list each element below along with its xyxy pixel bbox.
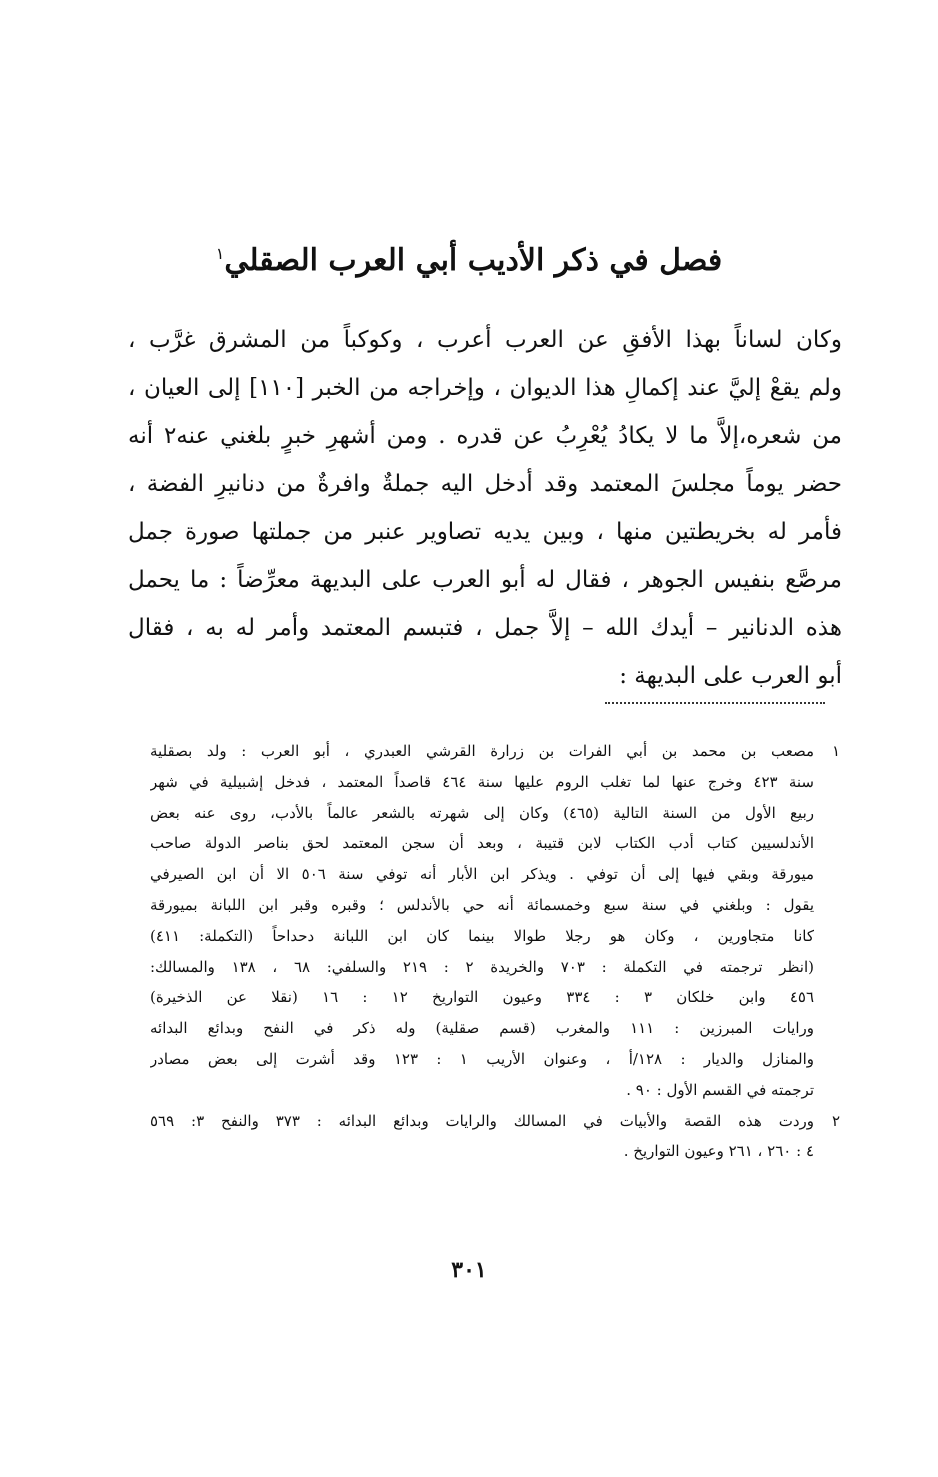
- body-line: حضر يوماً مجلسَ المعتمد وقد أدخل اليه جملةٌ وافرةٌ من دنانيرِ الفضة ،: [128, 471, 842, 497]
- body-line: هذه الدنانير – أيدك الله – إلاَّ جمل ، فتبسم المعتمد وأمر له به ، فقال: [128, 615, 842, 641]
- body-line: ولم يقعْ إليَّ عند إكمالِ هذا الديوان ، وإخراجه من الخبر [١١٠] إلى العيان ،: [128, 375, 842, 401]
- body-line: وكان لساناً بهذا الأفقِ عن العرب أعرب ، وكوكباً من المشرق غرَّب ،: [128, 327, 842, 353]
- footnotes-section: [150, 736, 840, 1167]
- body-line: من شعره،إلاَّ ما لا يكادُ يُعْرِبُ عن قدره . ومن أشهرِ خبرٍ بلغني عنه٢ أنه: [128, 423, 842, 449]
- footnote-divider: [605, 702, 825, 704]
- footnote-2: [150, 1106, 840, 1168]
- footnote-line: ربيع الأول من السنة التالية (٤٦٥) وكان إلى شهرته بالشعر عالماً بالأدب، روى عنه بعض: [150, 803, 814, 822]
- body-line: أبو العرب على البديهة :: [619, 663, 842, 689]
- footnote-number: ١: [831, 742, 840, 760]
- footnote-line: مصعب بن محمد بن أبي الفرات بن زرارة القرشي العبدري ، أبو العرب : ولد بصقلية: [150, 742, 814, 760]
- footnote-line: سنة ٤٢٣ وخرج عنها لما تغلب الروم عليها سنة ٤٦٤ قاصداً المعتمد ، فدخل إشبيلية في شهر: [150, 772, 814, 791]
- footnote-line: ٤٥٦ وابن خلكان ٣ : ٣٣٤ وعيون التواريخ ١٢ : ١٦ (نقلا عن الذخيرة): [150, 988, 814, 1007]
- footnote-number: ٢: [831, 1111, 840, 1130]
- footnote-line: ميورقة وبقي فيها إلى أن توفي . ويذكر ابن الأبار أنه توفي سنة ٥٠٦ الا أن ابن الصيرفي: [150, 865, 814, 884]
- body-line: فأمر له بخريطتين منها ، وبين يديه تصاوير عنبر من جملتها صورة جمل: [128, 519, 842, 545]
- section-title-text: فصل في ذكر الأديب أبي العرب الصقلي: [224, 243, 723, 278]
- footnote-line: كانا متجاورين ، وكان هو رجلا طوالا بينما كان ابن اللبانة دحداحاً (التكملة: ٤١١): [150, 926, 814, 945]
- footnote-line: وردت هذه القصة والأبيات في المسالك والرايات وبدائع البدائه : ٣٧٣ والنفح ٣: ٥٦٩: [150, 1111, 814, 1130]
- main-paragraph: [128, 316, 842, 700]
- footnote-line: ترجمته في القسم الأول : ٩٠ .: [626, 1080, 814, 1099]
- footnote-line: (انظر ترجمته في التكملة : ٧٠٣ والخريدة ٢ : ٢١٩ والسلفي: ٦٨ ، ١٣٨ والمسالك:: [150, 957, 814, 976]
- footnote-line: الأندلسيين كتاب أدب الكتاب لابن قتيبة ، وبعد أن سجن المعتمد لحق بناصر الدولة صاحب: [150, 834, 814, 853]
- footnote-1: [150, 736, 840, 1106]
- page-number: ٣٠١: [451, 1257, 487, 1283]
- footnote-line: يقول : وبلغني في سنة سبع وخمسمائة أنه حي بالأندلس ؛ وقبره وقبر ابن اللبانة بميورقة: [150, 895, 814, 914]
- section-title: [150, 226, 788, 289]
- title-footnote-ref: ١: [215, 244, 225, 263]
- body-line: مرصَّع بنفيس الجوهر ، فقال له أبو العرب على البديهة معرِّضاً : ما يحمل: [128, 567, 842, 593]
- footnote-line: ورايات المبرزين : ١١١ والمغرب (قسم صقلية) وله ذكر في النفح وبدائع البدائه: [150, 1019, 814, 1038]
- footnote-line: ٤ : ٢٦٠ ، ٢٦١ وعيون التواريخ .: [623, 1142, 814, 1161]
- footnote-line: والمنازل والديار : ١٢٨/أ ، وعنوان الأريب ١ : ١٢٣ وقد أشرت إلى بعض مصادر: [150, 1049, 814, 1068]
